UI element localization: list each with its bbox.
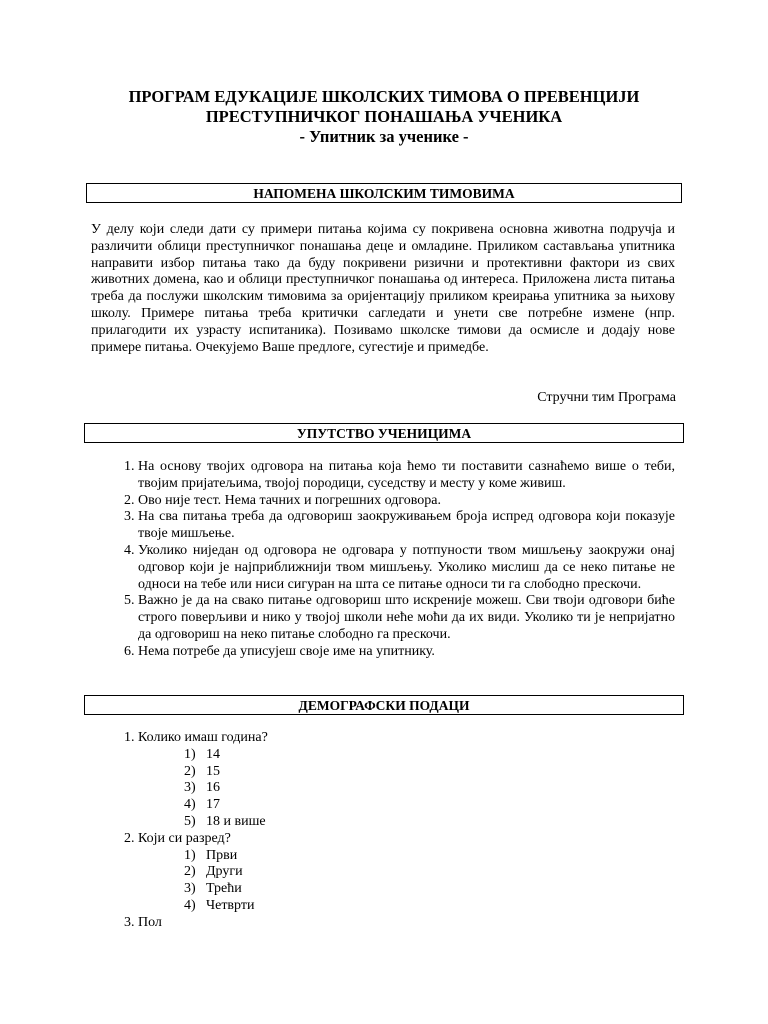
answer-option[interactable]: 1) 14 — [184, 746, 220, 762]
question-grade — [138, 831, 675, 915]
question-age — [138, 730, 675, 831]
subtitle: - Упитник за ученике - — [299, 127, 469, 146]
answer-option[interactable]: 5) 18 и више — [184, 813, 266, 829]
instruction-item: 6. Нема потребе да уписујеш своје име на упитнику. — [138, 644, 675, 661]
answer-option[interactable]: 3) Трећи — [184, 881, 242, 897]
instruction-item: 2. Ово није тест. Нема тачних и погрешних одговора. — [138, 493, 675, 510]
question-text: Пол — [138, 914, 162, 930]
answer-option[interactable]: 4) Четврти — [184, 897, 255, 913]
note-body: У делу који следи дати су примери питања којима су покривена основна животна подручја и различити облици преступничког понашања деце и омладине. Приликом састављања упитника направити избор питања тако да буду покривени ризични и протективни фактори из свих животних домена, као и облици преступничког понашања од интереса. Приложена листа питања треба да послужи школским тимовима за оријентацију приликом креирања упитника за њихову школу. Примере питања треба критички сагледати и унети све потребне измене (нпр. прилагодити их узрасту испитаника). Позивамо школске тимови да осмисле и додају нове примере питања. Очекујемо Ваше предлоге, сугестије и примедбе. — [91, 222, 675, 355]
answer-option[interactable]: 1) Први — [184, 847, 238, 863]
question-gender — [138, 915, 675, 932]
age-options — [138, 747, 675, 831]
answer-option[interactable]: 3) 16 — [184, 780, 220, 796]
instruction-item: 5. Важно је да на свако питање одговориш што искреније можеш. Сви твоји одговори биће строго поверљиви и нико у твојој школи неће моћи да их види. Уколико ти је непријатно да одговориш на неко питање слободно га прескочи. — [138, 593, 675, 643]
title-line-1: ПРОГРАМ ЕДУКАЦИЈЕ ШКОЛСКИХ ТИМОВА О ПРЕВЕНЦИЈИ — [128, 87, 640, 106]
grade-options — [138, 848, 675, 915]
instruction-item: 3. На сва питања треба да одговориш заокруживањем броја испред одговора који показује твоје мишљење. — [138, 509, 675, 543]
answer-option[interactable]: 2) Други — [184, 864, 243, 880]
demographics-heading: ДЕМОГРАФСКИ ПОДАЦИ — [84, 695, 684, 715]
note-heading: НАПОМЕНА ШКОЛСКИМ ТИМОВИМА — [86, 183, 682, 203]
instructions-heading: УПУТСТВО УЧЕНИЦИМА — [84, 423, 684, 443]
instruction-item: 1. На основу твојих одговора на питања која ћемо ти поставити сазнаћемо више о теби, твојим пријатељима, твојој породици, суседству и месту у коме живиш. — [138, 459, 675, 493]
instructions-list — [91, 459, 675, 661]
answer-option[interactable]: 4) 17 — [184, 797, 220, 813]
title-line-2: ПРЕСТУПНИЧКОГ ПОНАШАЊА УЧЕНИКА — [205, 107, 563, 126]
note-signature: Стручни тим Програма — [537, 390, 676, 405]
question-text: Који си разред? — [138, 830, 231, 846]
answer-option[interactable]: 2) 15 — [184, 763, 220, 779]
question-text: Колико имаш година? — [138, 730, 268, 745]
demographics-questions — [91, 730, 675, 932]
instruction-item: 4. Уколико ниједан од одговора не одговара у потпуности твом мишљењу заокружи онај одговор који је најприближнији твом мишљењу. Уколико мислиш да се неко питање не односи на тебе или ниси сигуран на шта се питање односи ти га слободно прескочи. — [138, 543, 675, 593]
